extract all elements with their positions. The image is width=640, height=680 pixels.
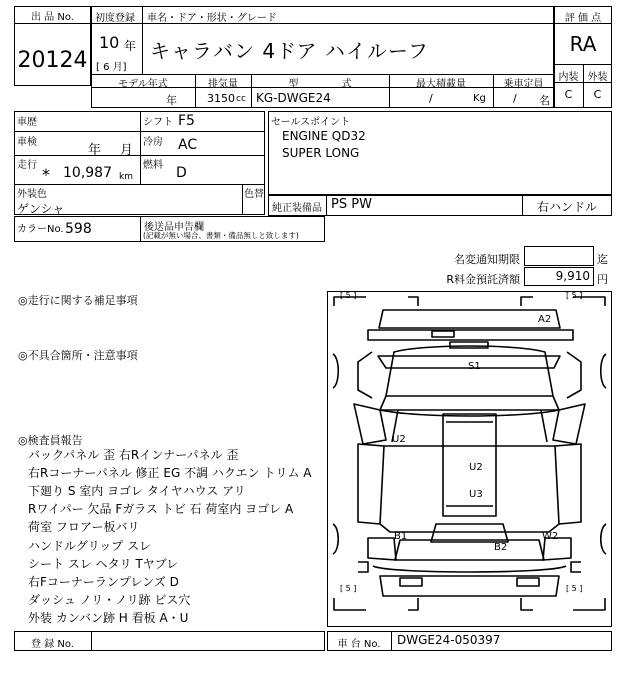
interior-label: 内装 — [558, 72, 579, 83]
driving-notes-label: ◎走行に関する補足事項 — [18, 294, 138, 307]
mileage: 10,987 — [63, 165, 112, 181]
recycle-label: R料金預託済額 — [446, 273, 520, 286]
car-name-label: 車名・ドア・形状・グレード — [147, 13, 277, 24]
displacement-label: 排気量 — [208, 79, 238, 90]
first-registration-month: [ 6 月] — [96, 62, 127, 73]
max-load-label: 最大積載量 — [416, 79, 466, 90]
inspector-label: ◎検査員報告 — [18, 434, 83, 447]
damage-mark-b1: B1 — [394, 531, 408, 542]
inspector-line: 外装 カンバン跡 H 看板 A・U — [28, 611, 189, 625]
recycle-amount: 9,910 — [555, 269, 590, 283]
tire-label-front-left: [ 5 ] — [340, 291, 357, 300]
ac: AC — [178, 137, 198, 153]
fuel-label: 燃料 — [143, 160, 163, 171]
score: RA — [569, 32, 597, 56]
defects-label: ◎不具合箇所・注意事項 — [18, 349, 138, 362]
damage-mark-b2: B2 — [494, 542, 508, 553]
equipment-value: PS PW — [331, 197, 372, 212]
interior-grade: C — [564, 88, 573, 101]
inspection-month: 月 — [120, 143, 134, 158]
inspector-line: 右Fコーナーランプレンズ D — [28, 575, 179, 589]
car-name: キャラバン 4ドア ハイルーフ — [150, 39, 429, 63]
capacity-label: 乗車定員 — [503, 79, 544, 90]
name-change-box — [524, 246, 594, 266]
capacity-unit: 名 — [539, 94, 550, 107]
mileage-unit: km — [119, 172, 133, 182]
name-change-label: 名変通知期限 — [454, 253, 520, 266]
fuel: D — [176, 165, 187, 181]
first-registration-year: 10 — [99, 33, 120, 52]
ac-label: 冷房 — [143, 137, 163, 148]
max-load-unit: Kg — [473, 93, 486, 104]
exterior-grade: C — [593, 88, 602, 101]
inspector-line: シート スレ ヘタリ Tヤブレ — [28, 557, 179, 571]
first-registration-label: 初度登録 — [95, 13, 135, 24]
inspector-line: Rワイパー 欠品 Fガラス トビ 石 荷室内 ヨゴレ A — [28, 502, 294, 516]
lot-number: 20124 — [17, 48, 88, 73]
exterior-color-label: 外装色 — [17, 189, 47, 200]
tire-label-front-right: [ 5 ] — [566, 291, 583, 300]
handle-side: 右ハンドル — [536, 200, 597, 214]
chassis-label: 車 台 No. — [337, 639, 381, 650]
damage-mark-s1: S1 — [468, 361, 481, 372]
damage-mark-u2-left: U2 — [392, 434, 406, 445]
inspector-line: ダッシュ ノリ・ノリ跡 ビス穴 — [28, 593, 191, 607]
damage-mark-u3: U3 — [469, 489, 483, 500]
mileage-star: * — [42, 165, 50, 184]
inspector-line: 下廻り S 室内 ヨゴレ タイヤハウス アリ — [28, 484, 246, 498]
capacity-separator: / — [513, 92, 517, 105]
inspector-line: 荷室 フロアー板バリ — [28, 520, 140, 534]
selling-point-1: ENGINE QD32 — [282, 129, 366, 143]
color-no-label: カラーNo. — [17, 224, 64, 235]
model-code-label: 型 式 — [288, 79, 352, 90]
equipment-label: 純正装備品 — [272, 203, 322, 214]
inspector-line: バックパネル 歪 右Rインナーパネル 歪 — [28, 448, 239, 462]
color-no: 598 — [65, 221, 92, 237]
inspector-line: 右Rコーナーパネル 修正 EG 不調 ハクエン トリム A — [28, 466, 312, 480]
inspection-label: 車検 — [17, 137, 37, 148]
damage-mark-a2: A2 — [538, 314, 552, 325]
model-code: KG-DWGE24 — [256, 91, 331, 105]
repaint-label: 色替 — [244, 189, 264, 200]
registration-label: 登 録 No. — [31, 639, 74, 650]
mileage-label: 走行 — [17, 160, 37, 171]
selling-points-label: セールスポイント — [271, 117, 351, 128]
model-year-label: モデル年式 — [118, 79, 168, 90]
car-outline — [328, 292, 611, 626]
exterior-color: ゲンシャ — [17, 202, 65, 216]
recycle-unit: 円 — [597, 273, 608, 286]
score-label: 評 価 点 — [564, 13, 602, 24]
model-year-unit: 年 — [166, 94, 177, 107]
exterior-label: 外装 — [587, 72, 608, 83]
tire-label-rear-left: [ 5 ] — [340, 584, 357, 593]
damage-mark-u2-center: U2 — [469, 462, 483, 473]
docs-label: 後送品申告欄 — [144, 222, 204, 233]
history-label: 車歴 — [17, 117, 37, 128]
displacement: 3150 — [207, 92, 235, 105]
chassis-number: DWGE24-050397 — [397, 633, 501, 647]
max-load-separator: / — [429, 92, 433, 105]
shift: F5 — [178, 113, 195, 129]
displacement-unit: cc — [236, 94, 246, 104]
inspection-year: 年 — [88, 143, 102, 158]
year-unit: 年 — [124, 39, 137, 53]
inspector-line: ハンドルグリップ スレ — [28, 539, 152, 553]
shift-label: シフト — [143, 117, 173, 128]
damage-mark-w2: W2 — [542, 531, 559, 542]
name-change-unit: 迄 — [597, 253, 608, 266]
damage-diagram — [327, 291, 612, 627]
lot-number-label: 出 品 No. — [31, 12, 74, 23]
tire-label-rear-right: [ 5 ] — [566, 584, 583, 593]
selling-point-2: SUPER LONG — [282, 146, 360, 160]
docs-note: (記載が無い場合、書類・備品無しと致します) — [143, 231, 299, 240]
